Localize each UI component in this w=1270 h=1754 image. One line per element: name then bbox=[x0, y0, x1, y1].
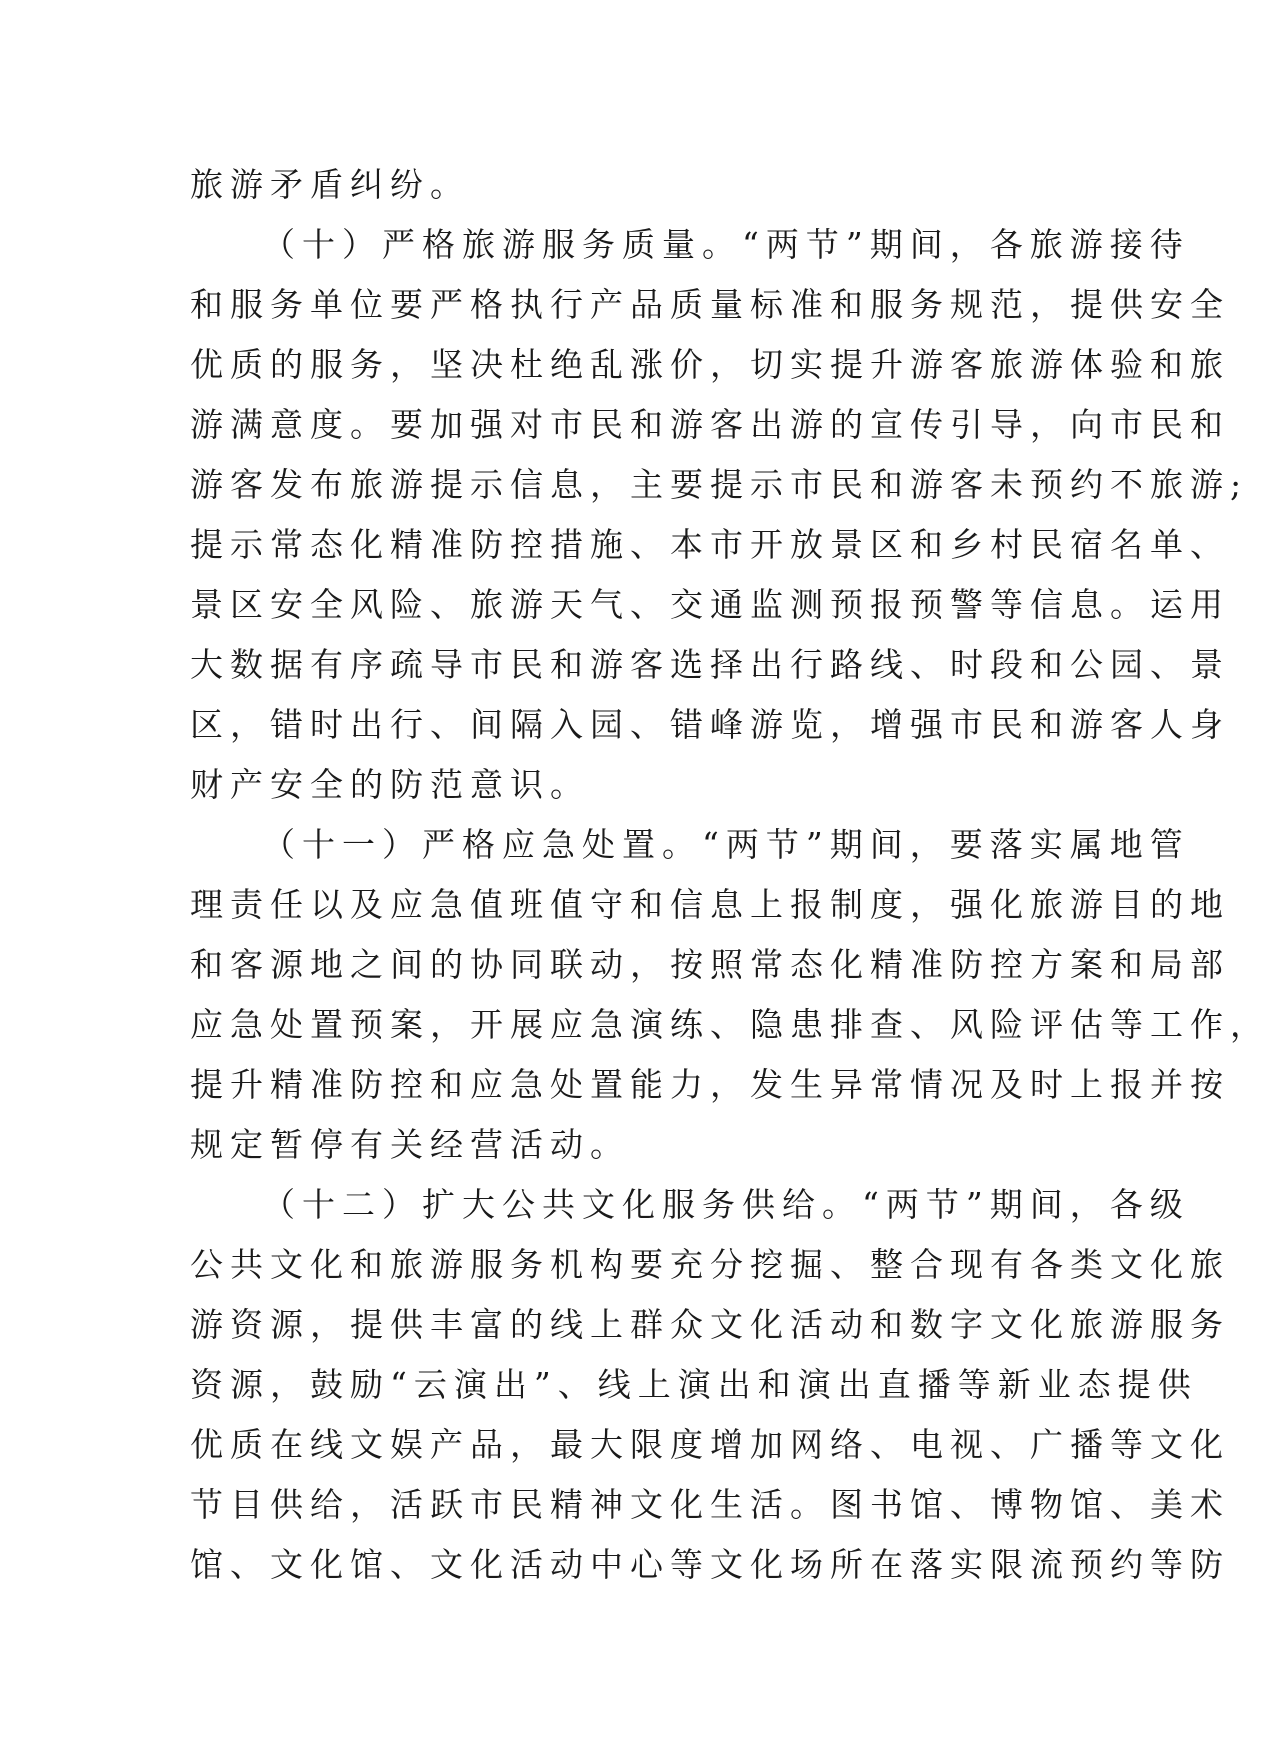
text-line: 提升精准防控和应急处置能力，发生异常情况及时上报并按 bbox=[190, 1065, 1230, 1104]
text-line: 馆、文化馆、文化活动中心等文化场所在落实限流预约等防 bbox=[190, 1545, 1230, 1584]
text-line: 游满意度。要加强对市民和游客出游的宣传引导，向市民和 bbox=[190, 405, 1230, 444]
text-line: 游资源，提供丰富的线上群众文化活动和数字文化旅游服务 bbox=[190, 1305, 1230, 1344]
text-line: 大数据有序疏导市民和游客选择出行路线、时段和公园、景 bbox=[190, 645, 1230, 684]
paragraph-heading-10: （十）严格旅游服务质量。“两节”期间，各旅游接待 bbox=[262, 225, 1190, 264]
text-line: 节目供给，活跃市民精神文化生活。图书馆、博物馆、美术 bbox=[190, 1485, 1230, 1524]
text-line: 和客源地之间的协同联动，按照常态化精准防控方案和局部 bbox=[190, 945, 1230, 984]
text-line: 旅游矛盾纠纷。 bbox=[190, 165, 470, 204]
text-line: 应急处置预案，开展应急演练、隐患排查、风险评估等工作， bbox=[190, 1005, 1270, 1044]
text-line: 优质在线文娱产品，最大限度增加网络、电视、广播等文化 bbox=[190, 1425, 1230, 1464]
text-line: 区，错时出行、间隔入园、错峰游览，增强市民和游客人身 bbox=[190, 705, 1230, 744]
paragraph-heading-12: （十二）扩大公共文化服务供给。“两节”期间，各级 bbox=[262, 1185, 1190, 1224]
text-line: 优质的服务，坚决杜绝乱涨价，切实提升游客旅游体验和旅 bbox=[190, 345, 1230, 384]
body-text bbox=[190, 155, 1270, 1595]
paragraph-heading-11: （十一）严格应急处置。“两节”期间，要落实属地管 bbox=[262, 825, 1190, 864]
text-line: 理责任以及应急值班值守和信息上报制度，强化旅游目的地 bbox=[190, 885, 1230, 924]
text-line: 提示常态化精准防控措施、本市开放景区和乡村民宿名单、 bbox=[190, 525, 1230, 564]
text-line: 景区安全风险、旅游天气、交通监测预报预警等信息。运用 bbox=[190, 585, 1230, 624]
text-line: 游客发布旅游提示信息，主要提示市民和游客未预约不旅游; bbox=[190, 465, 1249, 504]
text-line: 财产安全的防范意识。 bbox=[190, 765, 590, 804]
text-line: 和服务单位要严格执行产品质量标准和服务规范，提供安全 bbox=[190, 285, 1230, 324]
text-line: 规定暂停有关经营活动。 bbox=[190, 1125, 630, 1164]
text-line: 资源，鼓励“云演出”、线上演出和演出直播等新业态提供 bbox=[190, 1365, 1198, 1404]
text-line: 公共文化和旅游服务机构要充分挖掘、整合现有各类文化旅 bbox=[190, 1245, 1230, 1284]
